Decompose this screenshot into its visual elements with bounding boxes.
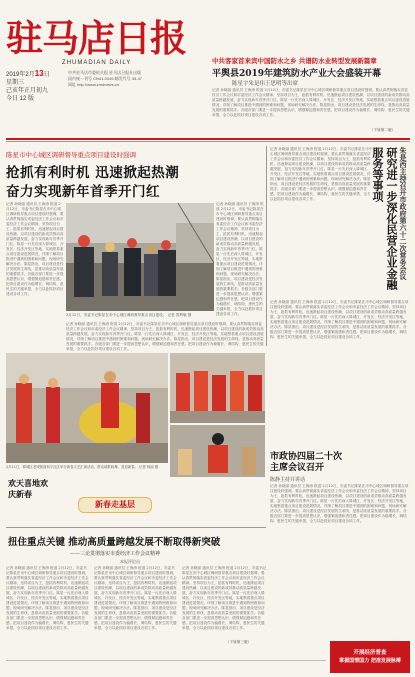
lead-body-col1: 记者 孙晓丽 通讯员 王海涛 报道 2月12日，市委书记陈星在市中心城区调研督导重点项目建设时强调，要认真贯彻落实省委经济工作会议和市委经济工作会议精神，坚持项目为王，抢抓有利时机，迅速掀起项目建设热潮，以项目建设的新成效推动高质量跨越发展，奋力实现新年首季开门红。陈星一行先后深入驿城区、开发区、经济开发区等地，实地察看重点项目建设进展情况，详细了解项目推进中遇到的困难和问题，现场研究解决办法。陈星指出，项目建设是经济发展的生命线，是推动高质量发展的重要抓手。各级各部门要进一步提高思想认识，增强紧迫感和责任感，把项目建设作为稳增长、调结构、惠民生的关键举措，全力以赴抓好项目建设各项工作。 — [6, 202, 64, 296]
teaser-body: 记者 孙晓丽 通讯员 王海涛 报道 2月12日，市委书记陈星在市中心城区调研督导重点项目建设时强调，要认真贯彻落实省委经济工作会议和市委经济工作会议精神，坚持项目为王，抢抓有利时机，迅速掀起项目建设热潮，以项目建设的新成效推动高质量跨越发展，奋力实现新年首季开门红。陈星一行先后深入驿城区、开发区、经济开发区等地，实地察看重点项目建设进展情况，详细了解项目推进中遇到的困难和问题，现场研究解决办法。陈星指出，项目建设是经济发展的生命线，是推动高质量发展的重要抓手。各级各部门要进一步提高思想认识，增强紧迫感和责任感，把项目建设作为稳增长、调结构、惠民生的关键举措，全力以赴抓好项目建设各项工作。 — [212, 88, 410, 117]
commentary-col1: 记者 孙晓丽 通讯员 王海涛 报道 2月12日，市委书记陈星在市中心城区调研督导重点项目建设时强调，要认真贯彻落实省委经济工作会议和市委经济工作会议精神，坚持项目为王，抢抓有利时机，迅速掀起项目建设热潮，以项目建设的新成效推动高质量跨越发展，奋力实现新年首季开门红。陈星一行先后深入驿城区、开发区、经济开发区等地，实地察看重点项目建设进展情况，详细了解项目推进中遇到的困难和问题，现场研究解决办法。陈星指出，项目建设是经济发展的生命线，是推动高质量发展的重要抓手。各级各部门要进一步提高思想认识，增强紧迫感和责任感，把项目建设作为稳增长、调结构、惠民生的关键举措，全力以赴抓好项目建设各项工作。 — [6, 566, 89, 630]
lead-kicker: 陈星市中心城区调研督导重点项目建设时强调 — [6, 151, 136, 159]
sidebar-headline[interactable]: 研究进一步深化民营企业金融服务等事项 — [371, 147, 398, 290]
date-day: 13 — [34, 69, 44, 78]
teaser-headline[interactable]: 平舆县2019年建筑防水产业大会盛装开幕 — [212, 69, 382, 79]
sidebar-body-cont: 记者 孙晓丽 通讯员 王海涛 报道 2月12日，市委书记陈星在市中心城区调研督导重点项目建设时强调，要认真贯彻落实省委经济工作会议和市委经济工作会议精神，坚持项目为王，抢抓有利时机，迅速掀起项目建设热潮，以项目建设的新成效推动高质量跨越发展，奋力实现新年首季开门红。陈星一行先后深入驿城区、开发区、经济开发区等地，实地察看重点项目建设进展情况，详细了解项目推进中遇到的困难和问题，现场研究解决办法。陈星指出，项目建设是经济发展的生命线，是推动高质量发展的重要抓手。各级各部门要进一步提高思想认识，增强紧迫感和责任感，把项目建设作为稳增长、调结构、惠民生的关键举措，全力以赴抓好项目建设各项工作。 — [270, 300, 409, 339]
sidebar-body: 记者 孙晓丽 通讯员 王海涛 报道 2月12日，市委书记陈星在市中心城区调研督导重点项目建设时强调，要认真贯彻落实省委经济工作会议和市委经济工作会议精神，坚持项目为王，抢抓有利时机，迅速掀起项目建设热潮，以项目建设的新成效推动高质量跨越发展，奋力实现新年首季开门红。陈星一行先后深入驿城区、开发区、经济开发区等地，实地察看重点项目建设进展情况，详细了解项目推进中遇到的困难和问题，现场研究解决办法。陈星指出，项目建设是经济发展的生命线，是推动高质量发展的重要抓手。各级各部门要进一步提高思想认识，增强紧迫感和责任感，把项目建设作为稳增长、调结构、惠民生的关键举措，全力以赴抓好项目建设各项工作。 — [270, 147, 373, 201]
festival-title — [8, 478, 48, 500]
lead-photo — [66, 203, 214, 311]
lunar-date: 己亥年正月初九 — [6, 88, 49, 94]
teaser-kicker[interactable]: 中共客家首来宾中国防水之乡 共谱防水业转型发展新篇章 — [212, 57, 377, 65]
festival-photo-1-image — [6, 353, 168, 463]
lead-photo-caption: 2月12日，市委书记陈星在市中心城区调研督导重点项目建设。 记者 郑利敏 摄 — [66, 313, 192, 317]
masthead-english: ZHUMADIAN DAILY — [62, 60, 132, 66]
sidebar-pre-headline: 朱是西主持召开市政府第六十二次常务会议 — [399, 147, 407, 280]
commentary-subhead: ——三论贯彻落实市委经济工作会议精神 — [70, 551, 161, 557]
new-year-banner — [78, 497, 152, 513]
commentary-col2: 记者 孙晓丽 通讯员 王海涛 报道 2月12日，市委书记陈星在市中心城区调研督导重点项目建设时强调，要认真贯彻落实省委经济工作会议和市委经济工作会议精神，坚持项目为王，抢抓有利时机，迅速掀起项目建设热潮，以项目建设的新成效推动高质量跨越发展，奋力实现新年首季开门红。陈星一行先后深入驿城区、开发区、经济开发区等地，实地察看重点项目建设进展情况，详细了解项目推进中遇到的困难和问题，现场研究解决办法。陈星指出，项目建设是经济发展的生命线，是推动高质量发展的重要抓手。各级各部门要进一步提高思想认识，增强紧迫感和责任感，把项目建设作为稳增长、调结构、惠民生的关键举措，全力以赴抓好项目建设各项工作。 — [94, 566, 177, 630]
meeting-subhead: 陈静主持并讲话 — [270, 477, 306, 483]
header-rule — [6, 138, 410, 140]
info-line: 网址 http://www.zmdnews.cn — [68, 82, 119, 87]
festival-photo-2 — [170, 353, 265, 423]
lead-body-col2: 记者 孙晓丽 通讯员 王海涛 报道 2月12日，市委书记陈星在市中心城区调研督导重点项目建设时强调，要认真贯彻落实省委经济工作会议和市委经济工作会议精神，坚持项目为王，抢抓有利时机，迅速掀起项目建设热潮，以项目建设的新成效推动高质量跨越发展，奋力实现新年首季开门红。陈星一行先后深入驿城区、开发区、经济开发区等地，实地察看重点项目建设进展情况，详细了解项目推进中遇到的困难和问题，现场研究解决办法。陈星指出，项目建设是经济发展的生命线，是推动高质量发展的重要抓手。各级各部门要进一步提高思想认识，增强紧迫感和责任感，把项目建设作为稳增长、调结构、惠民生的关键举措，全力以赴抓好项目建设各项工作。 — [216, 202, 264, 316]
column-divider — [266, 146, 267, 346]
masthead-title: 驻马店日报 — [6, 16, 186, 60]
dateline — [6, 70, 66, 103]
commentary-col3: 记者 孙晓丽 通讯员 王海涛 报道 2月12日，市委书记陈星在市中心城区调研督导重点项目建设时强调，要认真贯彻落实省委经济工作会议和市委经济工作会议精神，坚持项目为王，抢抓有利时机，迅速掀起项目建设热潮，以项目建设的新成效推动高质量跨越发展，奋力实现新年首季开门红。陈星一行先后深入驿城区、开发区、经济开发区等地，实地察看重点项目建设进展情况，详细了解项目推进中遇到的困难和问题，现场研究解决办法。陈星指出，项目建设是经济发展的生命线，是推动高质量发展的重要抓手。各级各部门要进一步提高思想认识，增强紧迫感和责任感，把项目建设作为稳增长、调结构、惠民生的关键举措，全力以赴抓好项目建设各项工作。 — [182, 566, 267, 630]
info-line: 国内统一刊号 CN41-0045 邮发代号 35-47 — [68, 76, 143, 81]
section-rule — [6, 527, 266, 528]
festival-photo-3 — [170, 425, 265, 477]
masthead-info — [68, 70, 208, 88]
festival-photo-2-image — [170, 353, 265, 423]
date-prefix: 2019年2月 — [6, 72, 35, 78]
date-suffix: 日 — [43, 72, 50, 78]
issue-pages: 今日 12 版 — [6, 96, 35, 102]
weekday: 星期三 — [6, 80, 25, 86]
census-ad-box[interactable] — [330, 641, 410, 673]
meeting-headline-1: 市政协四届二十次 — [270, 452, 343, 462]
commentary-continued: （下转第三版） — [226, 640, 252, 644]
teaser-subhead: 陈星宇朱是伟王思明等出席 — [232, 81, 299, 87]
census-ad-line1: 开展经济普查 — [353, 650, 387, 656]
festival-title-text: 欢天喜地欢庆新春 — [8, 479, 48, 499]
festival-photo-1 — [6, 353, 168, 463]
meeting-headline[interactable] — [270, 452, 410, 474]
lead-headline-2[interactable]: 奋力实现新年首季开门红 — [6, 184, 160, 200]
lead-photo-image — [66, 203, 214, 311]
commentary-byline: 本报评论员 — [120, 559, 140, 564]
new-year-banner-text: 新春走基层 — [95, 500, 135, 509]
festival-caption: 2月11日，驿城区老城街道和平社区举行新春文艺汇演活动，群众载歌载舞，喜迎新春。 记者 杨丽 摄 — [6, 465, 159, 469]
teaser-continued: （下转第二版） — [370, 128, 396, 132]
header-rule-thin — [6, 141, 410, 142]
footer-rule — [6, 660, 326, 661]
info-line: 中共驻马店市委机关报 驻马店日报社出版 — [68, 70, 142, 75]
lead-headline-1[interactable]: 抢抓有利时机 迅速掀起热潮 — [6, 165, 180, 181]
meeting-body: 记者 孙晓丽 通讯员 王海涛 报道 2月12日，市委书记陈星在市中心城区调研督导重点项目建设时强调，要认真贯彻落实省委经济工作会议和市委经济工作会议精神，坚持项目为王，抢抓有利时机，迅速掀起项目建设热潮，以项目建设的新成效推动高质量跨越发展，奋力实现新年首季开门红。陈星一行先后深入驿城区、开发区、经济开发区等地，实地察看重点项目建设进展情况，详细了解项目推进中遇到的困难和问题，现场研究解决办法。陈星指出，项目建设是经济发展的生命线，是推动高质量发展的重要抓手。各级各部门要进一步提高思想认识，增强紧迫感和责任感，把项目建设作为稳增长、调结构、惠民生的关键举措，全力以赴抓好项目建设各项工作。 — [270, 484, 409, 523]
census-ad-line2: 掌握国情国力 把准发展脉搏 — [339, 658, 401, 664]
festival-photo-3-image — [170, 425, 265, 477]
commentary-headline[interactable]: 扭住重点关键 推动高质量跨越发展不断取得新突破 — [8, 537, 221, 548]
lead-body-bottom: 记者 孙晓丽 通讯员 王海涛 报道 2月12日，市委书记陈星在市中心城区调研督导重点项目建设时强调，要认真贯彻落实省委经济工作会议和市委经济工作会议精神，坚持项目为王，抢抓有利时机，迅速掀起项目建设热潮，以项目建设的新成效推动高质量跨越发展，奋力实现新年首季开门红。陈星一行先后深入驿城区、开发区、经济开发区等地，实地察看重点项目建设进展情况，详细了解项目推进中遇到的困难和问题，现场研究解决办法。陈星指出，项目建设是经济发展的生命线，是推动高质量发展的重要抓手。各级各部门要进一步提高思想认识，增强紧迫感和责任感，把项目建设作为稳增长、调结构、惠民生的关键举措，全力以赴抓好项目建设各项工作。 — [66, 322, 264, 351]
meeting-headline-2: 主席会议召开 — [270, 463, 325, 473]
